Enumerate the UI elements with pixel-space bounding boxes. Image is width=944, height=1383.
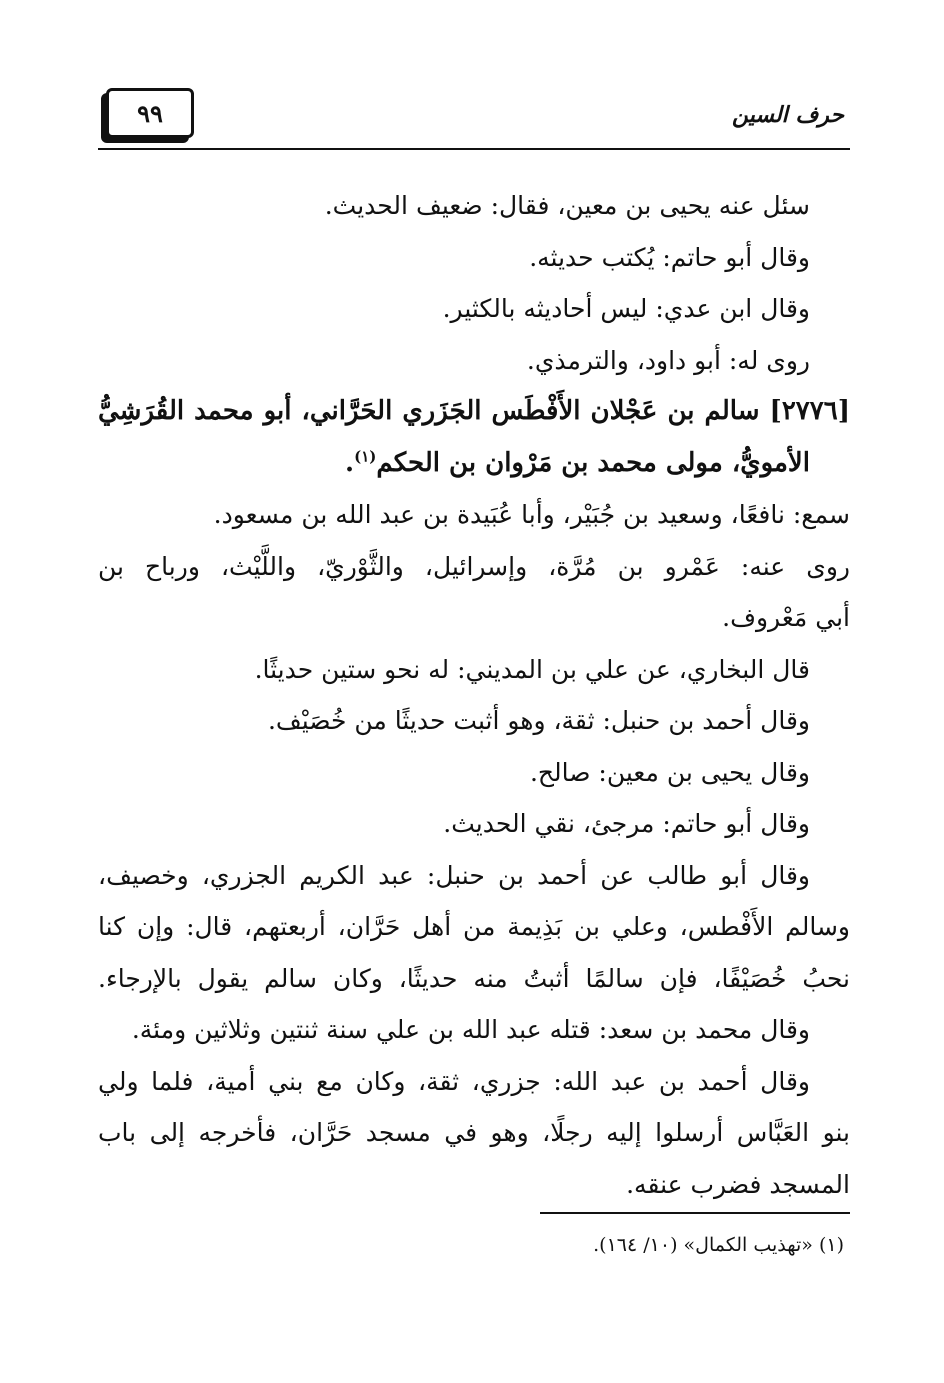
footnote: (١) «تهذيب الكمال» (١٠/ ١٦٤). [593, 1234, 844, 1256]
page-header [98, 84, 850, 150]
text-line: روى له: أبو داود، والترمذي. [526, 345, 810, 375]
footnote-rule [540, 1212, 850, 1214]
text-line: وقال ابن عدي: ليس أحاديثه بالكثير. [442, 294, 810, 323]
page-number-box [106, 88, 194, 138]
text-line: أبي مَعْروف. [722, 603, 850, 632]
text-line: وسالم الأَفْطس، وعلي بن بَذِيمة من أهل حَرَّان، أربعتهم، قال: وإن كنا [98, 912, 850, 941]
text-line: روى عنه: عَمْرو بن مُرَّة، وإسرائيل، والثَّوْريّ، واللَّيْث، ورباح بن [98, 551, 850, 581]
text-line: سئل عنه يحيى بن معين، فقال: ضعيف الحديث. [324, 191, 810, 220]
text-line: المسجد فضرب عنقه. [626, 1169, 850, 1199]
entry-heading-line-1: [٢٧٧٦] سالم بن عَجْلان الأَفْطَس الجَزَري الحَرَّاني، أبو محمد القُرَشِيُّ [98, 396, 850, 426]
text-line: وقال أحمد بن عبد الله: جزري، ثقة، وكان مع بني أمية، فلما ولي [98, 1066, 810, 1096]
text-line: نحبُ خُصَيْفًا، فإن سالمًا أثبتُ منه حديثًا، وكان سالم يقول بالإرجاء. [98, 963, 850, 993]
footnote-ref: (١) [354, 446, 377, 465]
text-line: وقال أبو حاتم: مرجئ، نقي الحديث. [443, 809, 810, 838]
entry-heading-line-2 [98, 438, 850, 490]
text-line: وقال أبو طالب عن أحمد بن حنبل: عبد الكريم الجزري، وخصيف، [98, 860, 810, 890]
text-line: وقال محمد بن سعد: قتله عبد الله بن علي سنة ثنتين وثلاثين ومئة. [131, 1015, 810, 1044]
entry-heading-end: . [345, 447, 355, 478]
text-line: بنو العَبَّاس أرسلوا إليه رجلًا، وهو في مسجد حَرَّان، فأخرجه إلى باب [98, 1118, 850, 1147]
text-line: وقال يحيى بن معين: صالح. [529, 757, 810, 787]
text-line: وقال أحمد بن حنبل: ثقة، وهو أثبت حديثًا من خُصَيْف. [267, 706, 810, 735]
main-text [98, 180, 850, 1210]
entry-heading-text: الأمويُّ، مولى محمد بن مَرْوان بن الحكم [376, 447, 810, 478]
running-title: حرف السين [731, 102, 844, 128]
text-line: وقال أبو حاتم: يُكتب حديثه. [529, 242, 810, 272]
page-number: ٩٩ [137, 98, 163, 128]
text-line: سمع: نافعًا، وسعيد بن جُبَيْر، وأبا عُبَيدة بن عبد الله بن مسعود. [213, 500, 850, 529]
text-line: قال البخاري، عن علي بن المديني: له نحو ستين حديثًا. [254, 654, 810, 684]
header-rule [98, 148, 850, 150]
